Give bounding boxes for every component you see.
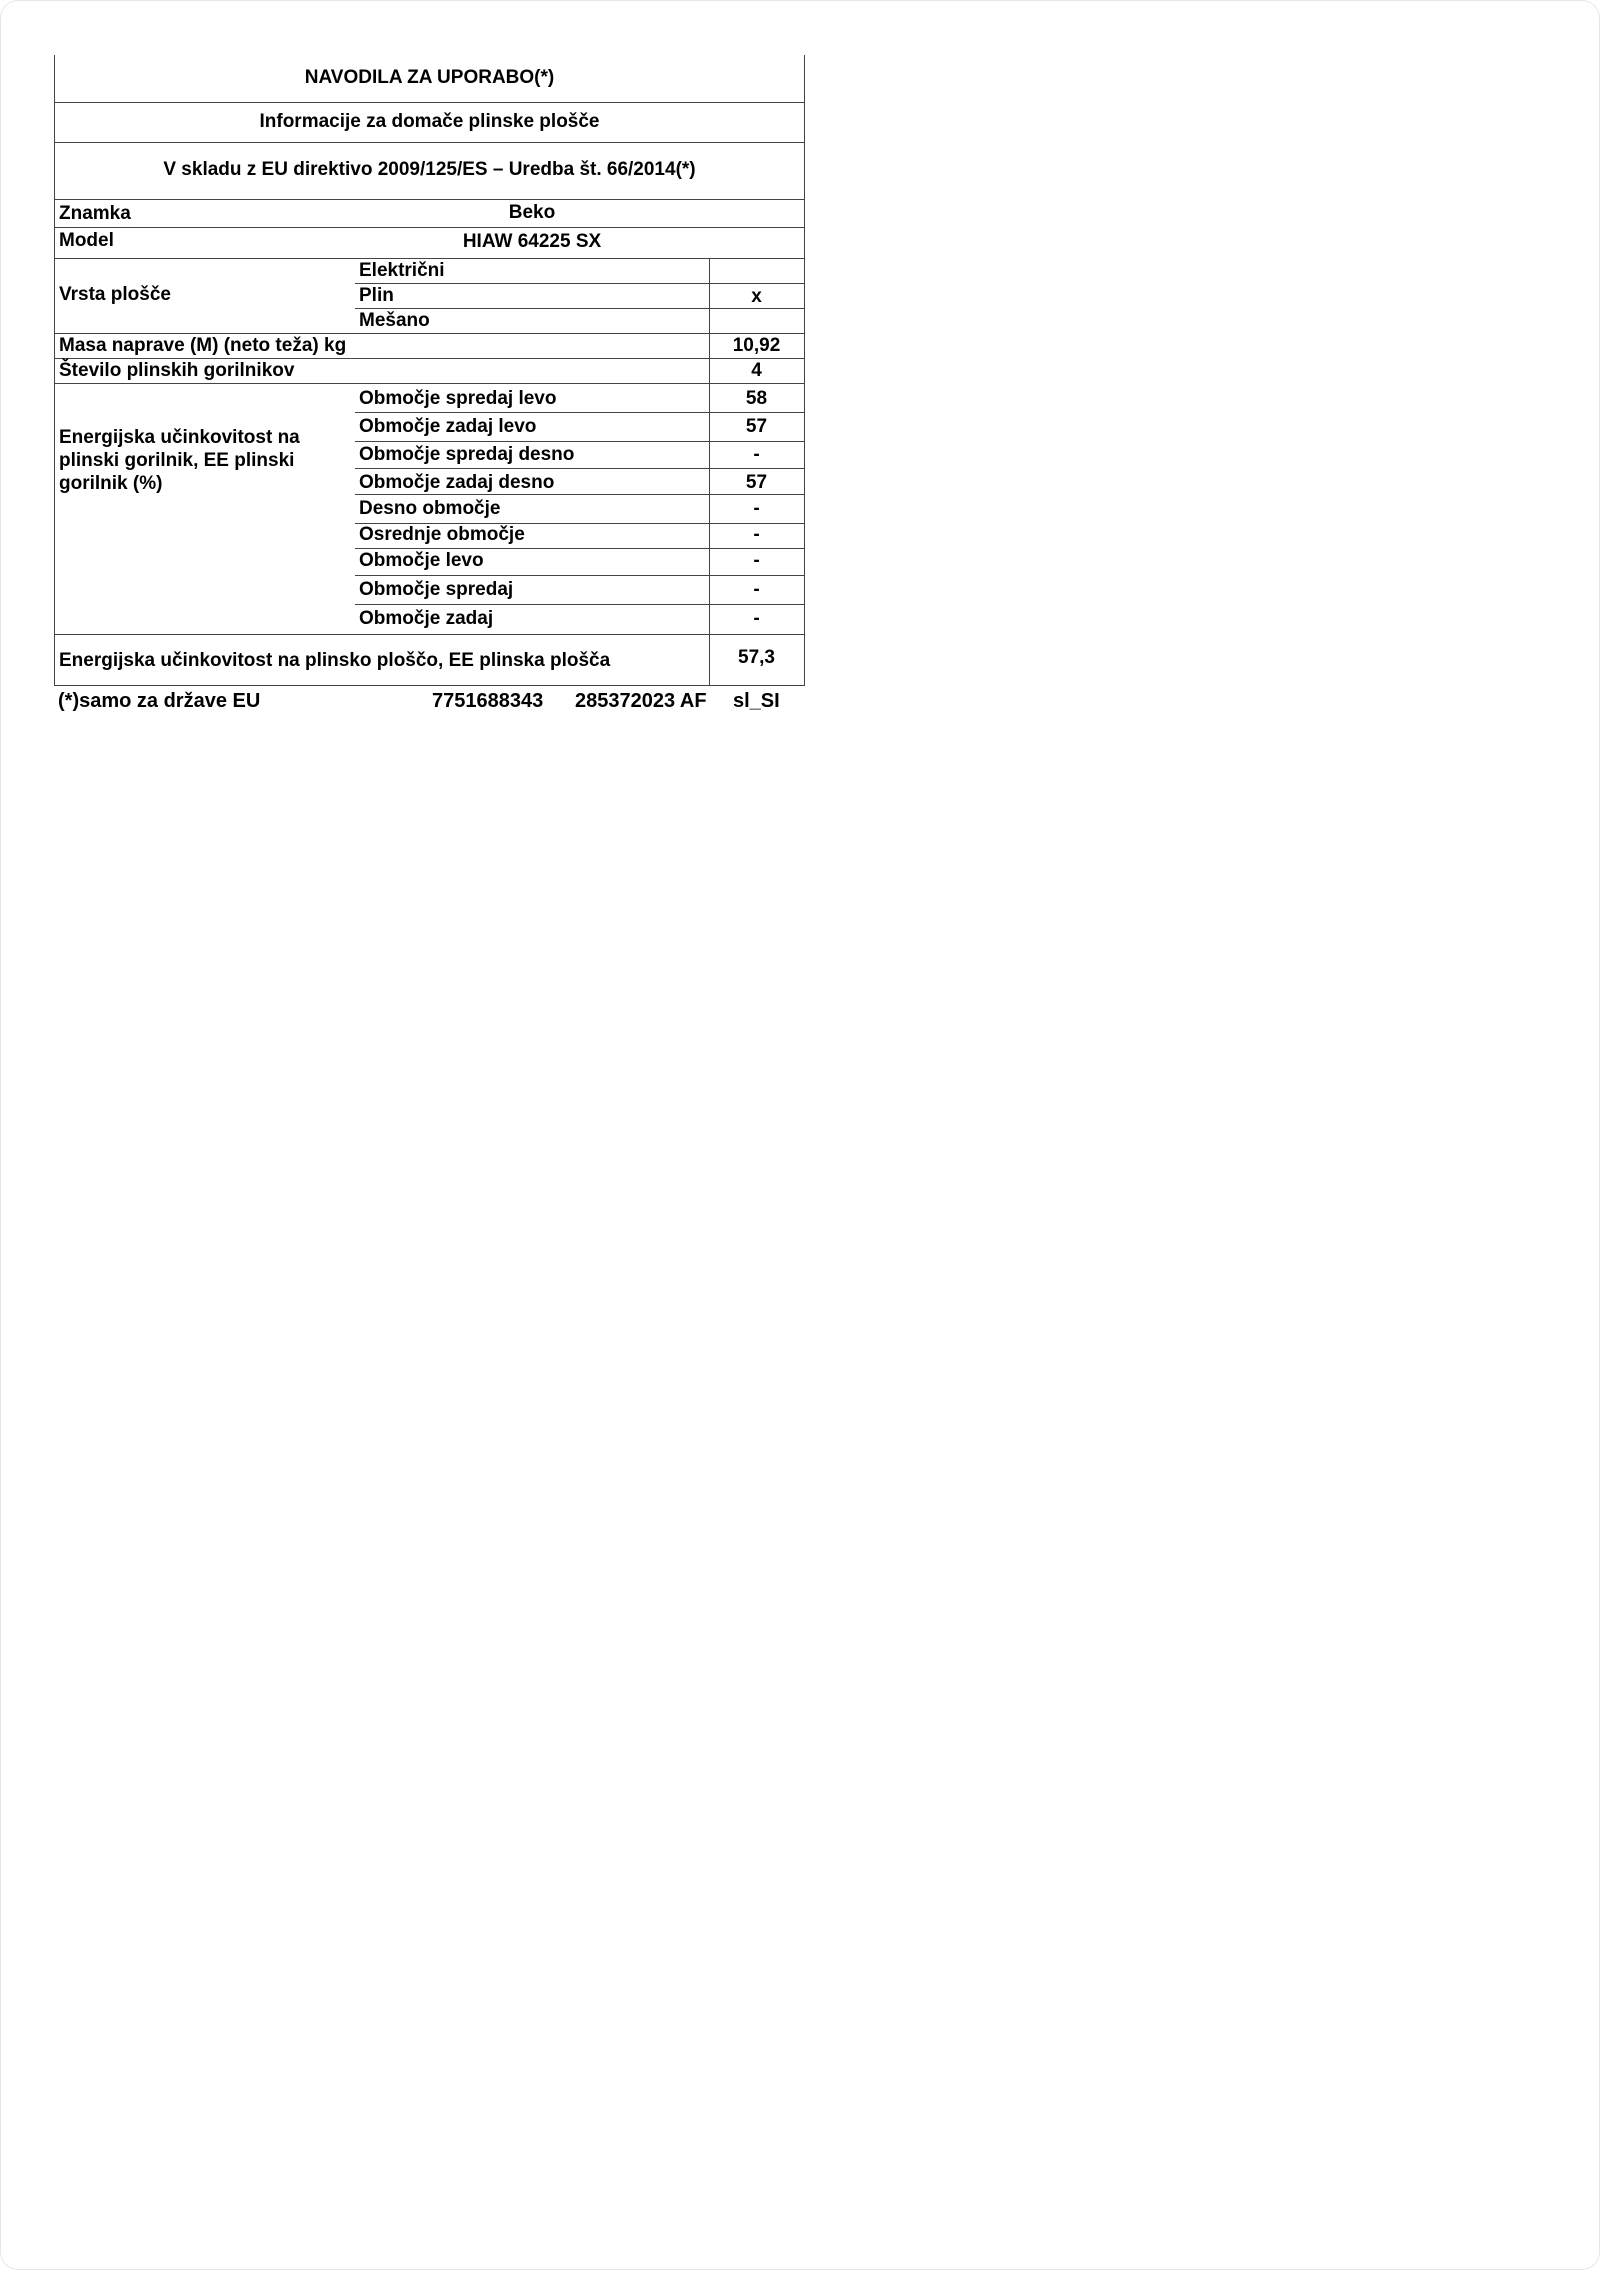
model-value: HIAW 64225 SX <box>462 231 602 252</box>
zone-value: - <box>753 579 760 600</box>
directive-reference: V skladu z EU direktivo 2009/125/ES – Uredba št. 66/2014(*) <box>163 159 696 180</box>
mass-value: 10,92 <box>732 335 781 356</box>
zone-value: - <box>753 498 760 519</box>
mass-label: Masa naprave (M) (neto teža) kg <box>59 335 347 356</box>
zone-label: Območje zadaj <box>359 608 494 629</box>
hob-type-electric-label: Električni <box>359 260 445 281</box>
ee-hob-label: Energijska učinkovitost na plinsko ploščo, EE plinska plošča <box>59 650 611 671</box>
hob-type-mixed-label: Mešano <box>359 310 430 331</box>
model-label: Model <box>59 230 114 251</box>
footer-code-1: 7751688343 <box>432 690 544 712</box>
zone-label: Območje spredaj levo <box>359 388 557 409</box>
zone-value: 58 <box>745 388 768 409</box>
zone-label: Območje zadaj levo <box>359 416 537 437</box>
ee-burner-label: Energijska učinkovitost na plinski gorilnik, EE plinski gorilnik (%) <box>59 427 300 494</box>
zone-value: - <box>753 608 760 629</box>
burners-label: Število plinskih gorilnikov <box>59 360 295 381</box>
brand-value: Beko <box>508 202 556 223</box>
burners-value: 4 <box>751 360 762 381</box>
ee-hob-value: 57,3 <box>738 647 775 668</box>
zone-label: Območje levo <box>359 550 484 571</box>
energy-info-table <box>54 55 805 686</box>
document-title: NAVODILA ZA UPORABO(*) <box>304 67 555 88</box>
footer-note: (*)samo za države EU <box>58 690 261 712</box>
zone-value: 57 <box>745 472 768 493</box>
hob-type-label: Vrsta plošče <box>59 284 171 305</box>
zone-value: - <box>753 524 760 545</box>
zone-value: - <box>753 444 760 465</box>
zone-label: Območje zadaj desno <box>359 472 555 493</box>
footer-locale: sl_SI <box>733 690 780 712</box>
zone-label: Območje spredaj desno <box>359 444 575 465</box>
hob-type-gas-value: x <box>751 286 762 307</box>
document-subtitle: Informacije za domače plinske plošče <box>259 111 600 132</box>
hob-type-gas-label: Plin <box>359 285 394 306</box>
zone-label: Desno območje <box>359 498 501 519</box>
footer-code-2: 285372023 AF <box>575 690 707 712</box>
zone-value: 57 <box>745 416 768 437</box>
zone-value: - <box>753 550 760 571</box>
zone-label: Območje spredaj <box>359 579 514 600</box>
zone-label: Osrednje območje <box>359 524 525 545</box>
brand-label: Znamka <box>59 203 131 224</box>
